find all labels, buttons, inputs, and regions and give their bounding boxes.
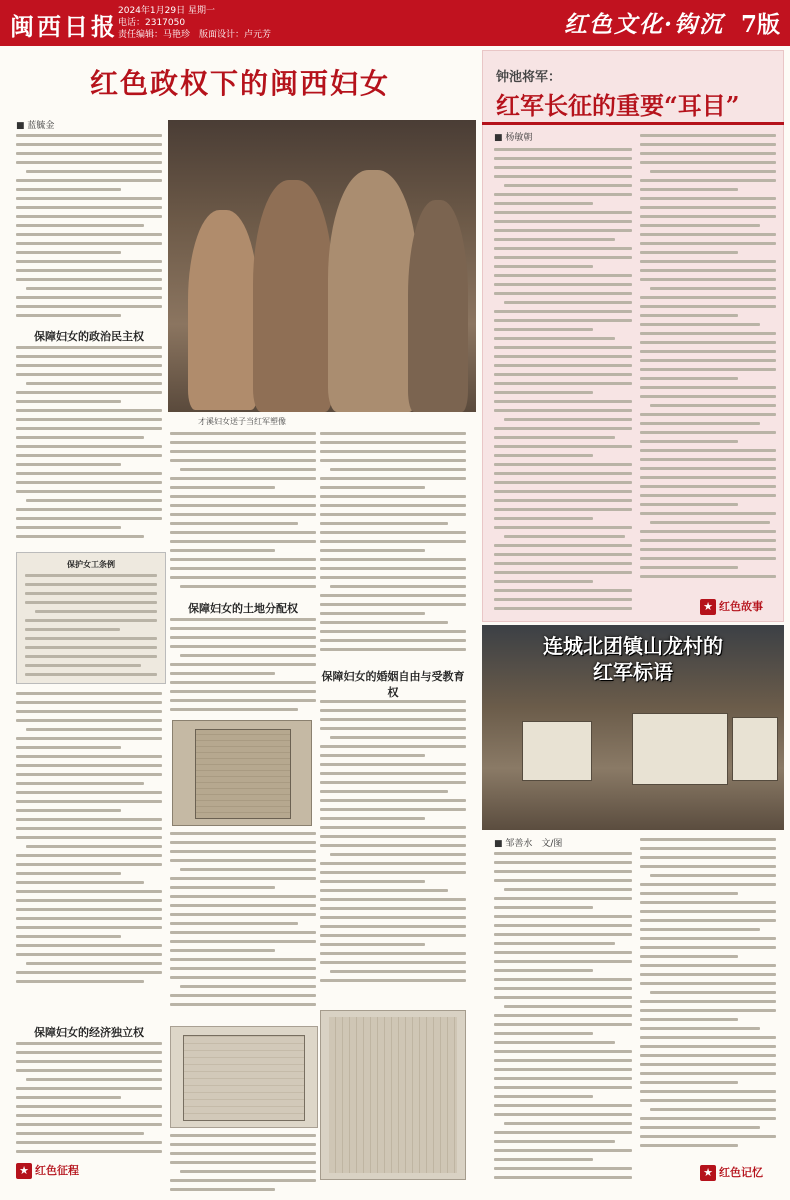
article1-text-col1a <box>16 134 162 326</box>
article1-title: 红色政权下的闽西妇女 <box>89 67 390 100</box>
issue-editor: 责任编辑：马艳珍 版面设计：卢元芳 <box>118 30 272 40</box>
article1-document-photo <box>172 720 312 826</box>
article1-text-col2d <box>170 1134 316 1192</box>
article1-subhead-3: 保障妇女的婚姻自由与受教育权 <box>321 670 465 699</box>
star-icon: ★ <box>700 599 716 615</box>
notice-box <box>16 552 166 684</box>
issue-date: 2024年1月29日 星期一 <box>118 6 215 16</box>
article1-newspaper-photo <box>320 1010 466 1180</box>
column-tag-label: 红色故事 <box>719 600 763 613</box>
article1-text-col1b <box>16 346 162 548</box>
column-tag-red-journey <box>16 1162 79 1179</box>
star-icon: ★ <box>700 1165 716 1181</box>
section-title: 红色文化·钩沉 <box>563 11 724 38</box>
article2-title: 红军长征的重要“耳目” <box>496 91 740 120</box>
article2-byline: ■ 杨敏朝 <box>494 133 533 143</box>
masthead <box>0 0 790 46</box>
notice-text <box>25 574 157 678</box>
notice-title: 保护女工条例 <box>67 560 115 569</box>
article2-kicker: 钟池将军： <box>496 70 562 85</box>
column-tag-red-story <box>700 598 763 615</box>
article3-title <box>482 633 784 685</box>
page-number: 7版 <box>740 11 780 38</box>
article3-text-col2 <box>640 838 776 1160</box>
article3-title-line1: 连城北团镇山龙村的 <box>543 634 723 658</box>
article1-text-col2a <box>170 432 316 600</box>
article2-text-col1 <box>494 148 632 610</box>
issue-phone: 电话：2317050 <box>118 18 186 28</box>
article1-text-col3b <box>320 700 466 1000</box>
article1-subhead-2: 保障妇女的土地分配权 <box>188 602 298 615</box>
star-icon: ★ <box>16 1163 32 1179</box>
column-tag-red-memory <box>700 1164 763 1181</box>
article1-text-col3a <box>320 432 466 662</box>
article1-subhead-1: 保障妇女的政治民主权 <box>34 330 144 343</box>
article1-photo <box>168 120 476 412</box>
article3-byline: ■ 邹善水 文/图 <box>494 839 563 849</box>
article1-photo-caption: 才溪妇女送子当红军塑像 <box>198 417 286 426</box>
issue-meta <box>118 5 271 41</box>
article1-text-col1c <box>16 692 162 992</box>
article1-text-col1d <box>16 1042 162 1160</box>
article2-rule <box>482 122 784 125</box>
article1-subhead-5: 保障妇女的经济独立权 <box>34 1026 144 1039</box>
article3-title-line2: 红军标语 <box>593 660 673 684</box>
article1-certificate-photo <box>170 1026 318 1128</box>
article1-text-col2b <box>170 618 316 714</box>
article3-text-col1 <box>494 852 632 1188</box>
column-tag-label: 红色记忆 <box>719 1166 763 1179</box>
article1-text-col2c <box>170 832 316 1020</box>
article2-text-col2 <box>640 134 776 588</box>
newspaper-logo: 闽西日报 <box>10 12 118 41</box>
article1-byline: ■ 蓝毓金 <box>16 121 55 131</box>
column-tag-label: 红色征程 <box>35 1164 79 1177</box>
